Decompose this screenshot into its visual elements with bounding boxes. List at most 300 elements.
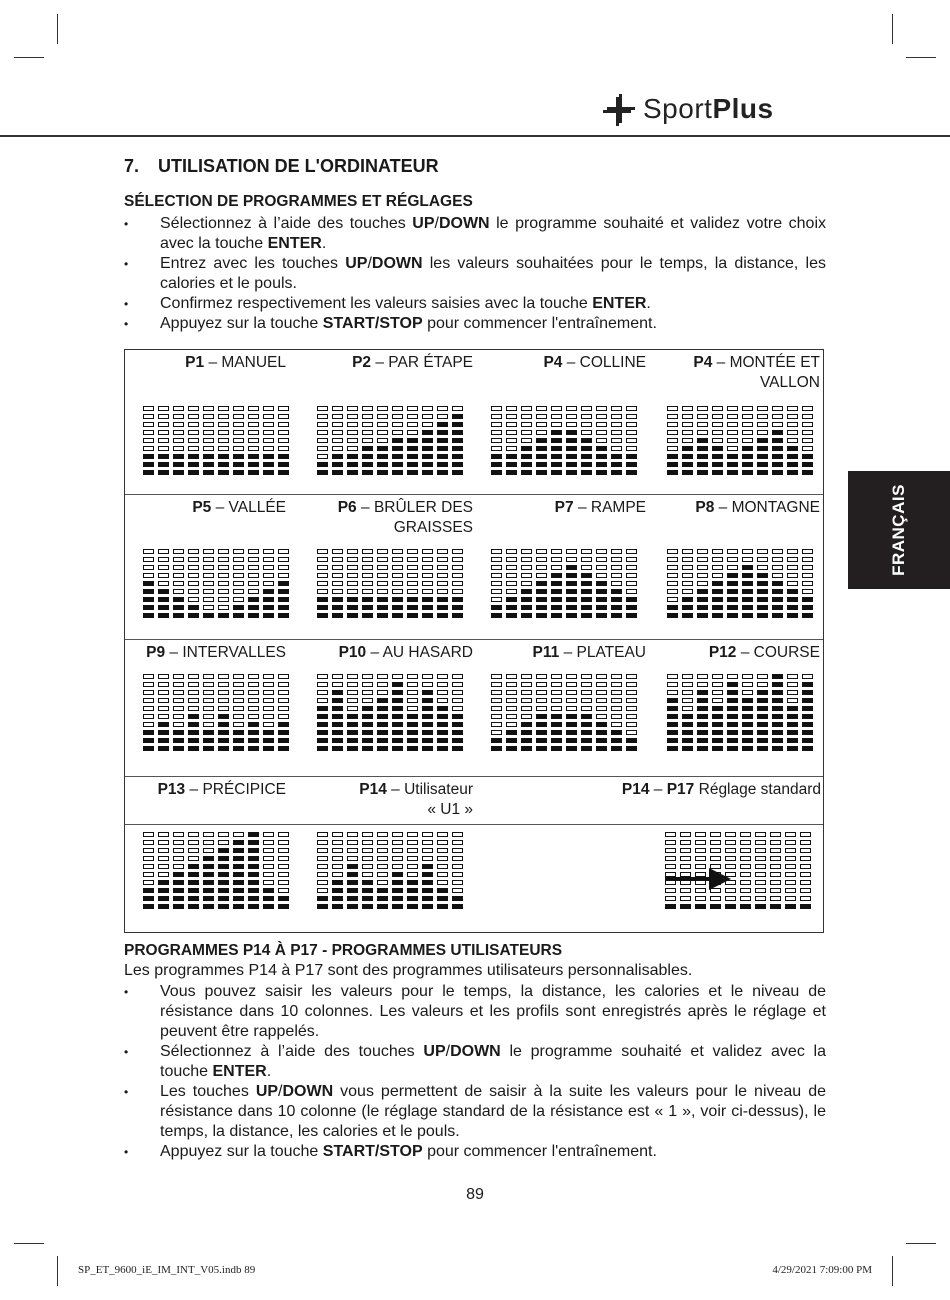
profile-cell-filled (667, 454, 678, 459)
profile-cell-filled (188, 605, 199, 610)
crop-mark (57, 1256, 58, 1286)
profile-cell-empty (332, 549, 343, 554)
profile-cell-filled (377, 746, 388, 751)
profile-cell-filled (802, 597, 813, 602)
profile-cell-empty (248, 565, 259, 570)
profile-cell-empty (392, 832, 403, 837)
profile-cell-empty (787, 557, 798, 562)
profile-cell-empty (551, 406, 562, 411)
profile-cell-filled (392, 462, 403, 467)
label-dash: – (189, 781, 199, 798)
profile-cell-empty (233, 722, 244, 727)
label-dash: – (716, 354, 726, 371)
profile-cell-empty (263, 674, 274, 679)
profile-cell-filled (596, 746, 607, 751)
profile-cell-filled (727, 597, 738, 602)
profile-cell-filled (506, 454, 517, 459)
profile-cell-filled (757, 738, 768, 743)
profile-cell-filled (362, 605, 373, 610)
profile-cell-empty (437, 573, 448, 578)
profile-cell-filled (712, 722, 723, 727)
profile-cell-empty (158, 706, 169, 711)
profile-cell-filled (248, 462, 259, 467)
profile-cell-empty (740, 832, 751, 837)
profile-cell-empty (188, 848, 199, 853)
profile-cell-filled (581, 446, 592, 451)
profile-cell-empty (158, 848, 169, 853)
resistance-profile-grid (667, 406, 813, 475)
profile-cell-empty (263, 698, 274, 703)
program-code: P14 (359, 781, 387, 798)
profile-cell-filled (452, 730, 463, 735)
bullet-text: / (445, 1043, 451, 1060)
profile-cell-filled (712, 446, 723, 451)
profile-cell-empty (377, 880, 388, 885)
profile-cell-empty (596, 438, 607, 443)
profile-cell-empty (491, 714, 502, 719)
profile-cell-empty (437, 872, 448, 877)
profile-cell-filled (332, 706, 343, 711)
program-label-p4 (543, 353, 646, 373)
profile-cell-empty (770, 864, 781, 869)
profile-cell-empty (697, 406, 708, 411)
profile-cell-empty (452, 864, 463, 869)
profile-cell-empty (667, 422, 678, 427)
profile-cell-empty (596, 430, 607, 435)
profile-cell-filled (712, 730, 723, 735)
profile-cell-empty (787, 573, 798, 578)
profile-cell-filled (437, 714, 448, 719)
profile-cell-empty (332, 438, 343, 443)
profile-cell-filled (626, 746, 637, 751)
profile-cell-filled (422, 430, 433, 435)
profile-cell-empty (317, 565, 328, 570)
profile-cell-filled (377, 613, 388, 618)
profile-cell-empty (173, 832, 184, 837)
profile-cell-empty (802, 438, 813, 443)
profile-cell-filled (422, 746, 433, 751)
profile-cell-empty (452, 682, 463, 687)
profile-cell-filled (422, 706, 433, 711)
profile-cell-filled (506, 730, 517, 735)
profile-cell-filled (248, 746, 259, 751)
profile-cell-empty (551, 706, 562, 711)
profile-cell-empty (581, 406, 592, 411)
profile-cell-filled (263, 470, 274, 475)
profile-cell-filled (173, 888, 184, 893)
bullet-item (124, 1082, 826, 1142)
bullet-text: le programme souhaité et validez votre choix avec la touche (160, 215, 827, 252)
profile-cell-filled (667, 462, 678, 467)
profile-cell-filled (667, 730, 678, 735)
profile-cell-empty (596, 414, 607, 419)
label-dash: – (718, 499, 728, 516)
profile-cell-empty (800, 832, 811, 837)
profile-cell-filled (248, 470, 259, 475)
profile-cell-filled (203, 856, 214, 861)
profile-cell-filled (697, 589, 708, 594)
profile-cell-empty (611, 690, 622, 695)
profile-cell-empty (611, 549, 622, 554)
profile-cell-empty (506, 682, 517, 687)
profile-cell-filled (233, 738, 244, 743)
profile-cell-filled (392, 446, 403, 451)
program-code: P9 (146, 644, 166, 661)
profile-cell-filled (188, 470, 199, 475)
profile-cell-empty (770, 872, 781, 877)
profile-cell-filled (263, 730, 274, 735)
profile-cell-empty (787, 406, 798, 411)
profile-cell-filled (437, 597, 448, 602)
profile-cell-filled (611, 746, 622, 751)
profile-cell-filled (596, 738, 607, 743)
profile-cell-filled (757, 462, 768, 467)
resistance-profile-grid (317, 674, 463, 751)
profile-cell-filled (802, 698, 813, 703)
profile-cell-filled (742, 698, 753, 703)
profile-cell-filled (188, 730, 199, 735)
profile-cell-empty (362, 438, 373, 443)
profile-cell-empty (278, 856, 289, 861)
profile-cell-empty (682, 549, 693, 554)
profile-cell-empty (491, 581, 502, 586)
profile-cell-empty (667, 549, 678, 554)
profile-cell-empty (317, 549, 328, 554)
profile-cell-filled (802, 470, 813, 475)
profile-cell-empty (233, 674, 244, 679)
label-dash: – (361, 499, 370, 516)
profile-cell-empty (727, 549, 738, 554)
profile-cell-empty (667, 446, 678, 451)
profile-cell-empty (218, 674, 229, 679)
profile-cell-filled (551, 470, 562, 475)
profile-cell-empty (218, 430, 229, 435)
profile-cell-filled (158, 722, 169, 727)
program-code: P2 (352, 354, 372, 371)
profile-cell-empty (347, 549, 358, 554)
profile-cell-filled (757, 589, 768, 594)
profile-cell-empty (581, 690, 592, 695)
profile-cell-filled (667, 613, 678, 618)
profile-cell-filled (787, 605, 798, 610)
profile-cell-filled (581, 597, 592, 602)
profile-cell-empty (437, 848, 448, 853)
profile-cell-filled (772, 454, 783, 459)
profile-cell-empty (491, 446, 502, 451)
profile-cell-empty (491, 722, 502, 727)
profile-cell-empty (248, 446, 259, 451)
profile-cell-empty (377, 674, 388, 679)
profile-cell-empty (143, 832, 154, 837)
profile-cell-empty (742, 406, 753, 411)
program-name: PAR ÉTAPE (388, 354, 473, 371)
profile-cell-filled (263, 613, 274, 618)
profile-cell-empty (188, 557, 199, 562)
profile-cell-filled (727, 470, 738, 475)
profile-cell-empty (143, 557, 154, 562)
profile-cell-empty (626, 406, 637, 411)
profile-cell-empty (682, 690, 693, 695)
profile-cell-empty (437, 549, 448, 554)
profile-cell-filled (667, 714, 678, 719)
profile-cell-filled (787, 589, 798, 594)
profile-cell-filled (506, 613, 517, 618)
profile-cell-filled (742, 581, 753, 586)
profile-cell-empty (536, 565, 547, 570)
profile-cell-filled (347, 888, 358, 893)
label-dash: – (740, 644, 750, 661)
language-tab-label: FRANÇAIS (889, 484, 908, 576)
profile-cell-filled (377, 605, 388, 610)
profile-cell-filled (551, 722, 562, 727)
profile-cell-filled (317, 605, 328, 610)
profile-cell-filled (278, 605, 289, 610)
profile-cell-empty (158, 674, 169, 679)
profile-cell-empty (680, 848, 691, 853)
profile-cell-empty (392, 864, 403, 869)
profile-cell-empty (143, 714, 154, 719)
bullet-text: Vous pouvez saisir les valeurs pour le temps, la distance, les calories et le niveau de résistance dans 10 colonnes. Les valeurs et les profils sont enregistrés après le réglage et peuvent être rappelés. (160, 983, 826, 1040)
profile-cell-filled (173, 896, 184, 901)
profile-cell-empty (188, 856, 199, 861)
profile-cell-empty (626, 706, 637, 711)
profile-cell-filled (422, 738, 433, 743)
profile-cell-filled (772, 613, 783, 618)
profile-cell-filled (392, 613, 403, 618)
profile-cell-empty (188, 406, 199, 411)
profile-cell-empty (407, 690, 418, 695)
profile-cell-filled (407, 730, 418, 735)
profile-cell-filled (377, 698, 388, 703)
profile-cell-empty (317, 682, 328, 687)
profile-cell-filled (452, 613, 463, 618)
profile-cell-filled (332, 730, 343, 735)
profile-cell-filled (772, 674, 783, 679)
profile-cell-filled (682, 613, 693, 618)
key-name: START/STOP (322, 1143, 423, 1160)
profile-cell-empty (263, 446, 274, 451)
profile-cell-empty (158, 573, 169, 578)
profile-cell-filled (682, 746, 693, 751)
profile-cell-filled (772, 581, 783, 586)
profile-cell-empty (626, 589, 637, 594)
profile-cell-empty (536, 406, 547, 411)
program-label-p13 (158, 780, 286, 800)
bullet-text: . (646, 295, 651, 312)
profile-cell-filled (536, 581, 547, 586)
profile-cell-filled (362, 706, 373, 711)
profile-cell-filled (551, 605, 562, 610)
profile-cell-filled (407, 597, 418, 602)
profile-cell-filled (332, 698, 343, 703)
profile-cell-filled (317, 746, 328, 751)
profile-cell-empty (772, 573, 783, 578)
profile-cell-empty (392, 589, 403, 594)
profile-cell-filled (506, 597, 517, 602)
profile-cell-empty (233, 406, 244, 411)
profile-cell-filled (566, 722, 577, 727)
profile-cell-empty (332, 872, 343, 877)
profile-cell-empty (566, 690, 577, 695)
profile-cell-filled (422, 872, 433, 877)
profile-cell-filled (407, 888, 418, 893)
profile-cell-empty (697, 565, 708, 570)
profile-cell-empty (611, 722, 622, 727)
profile-cell-empty (173, 422, 184, 427)
profile-cell-filled (727, 454, 738, 459)
key-name: UP (423, 1043, 446, 1060)
profile-cell-empty (188, 573, 199, 578)
profile-cell-empty (710, 896, 721, 901)
resistance-profile-grid (667, 674, 813, 751)
program-name: INTERVALLES (182, 644, 286, 661)
profile-cell-filled (682, 446, 693, 451)
profile-cell-filled (712, 454, 723, 459)
profile-cell-filled (332, 605, 343, 610)
profile-cell-empty (712, 438, 723, 443)
profile-cell-empty (536, 430, 547, 435)
profile-cell-filled (392, 605, 403, 610)
profile-cell-filled (392, 896, 403, 901)
profile-cell-empty (802, 581, 813, 586)
profile-cell-empty (452, 549, 463, 554)
profile-cell-empty (667, 438, 678, 443)
profile-cell-empty (203, 557, 214, 562)
profile-cell-empty (158, 549, 169, 554)
profile-cell-empty (695, 832, 706, 837)
profile-cell-filled (667, 698, 678, 703)
profile-cell-filled (392, 872, 403, 877)
profile-cell-empty (218, 573, 229, 578)
profile-cell-filled (521, 470, 532, 475)
profile-cell-filled (407, 462, 418, 467)
profile-cell-empty (772, 414, 783, 419)
profile-cell-empty (278, 698, 289, 703)
profile-cell-empty (710, 832, 721, 837)
profile-cell-empty (422, 414, 433, 419)
profile-cell-filled (332, 896, 343, 901)
profile-cell-empty (392, 840, 403, 845)
profile-cell-filled (248, 896, 259, 901)
profile-cell-empty (203, 722, 214, 727)
profile-cell-empty (682, 438, 693, 443)
profile-cell-filled (233, 613, 244, 618)
section-number: 7. (124, 156, 140, 176)
profile-cell-filled (596, 470, 607, 475)
profile-cell-empty (725, 848, 736, 853)
profile-cell-empty (596, 714, 607, 719)
profile-cell-filled (377, 888, 388, 893)
profile-cell-filled (536, 589, 547, 594)
profile-cell-filled (536, 722, 547, 727)
profile-cell-empty (332, 832, 343, 837)
profile-cell-filled (787, 738, 798, 743)
profile-cell-filled (772, 462, 783, 467)
profile-cell-empty (422, 682, 433, 687)
profile-cell-empty (377, 856, 388, 861)
profile-cell-filled (596, 454, 607, 459)
profile-cell-filled (158, 904, 169, 909)
profile-cell-filled (407, 896, 418, 901)
profile-cell-empty (362, 840, 373, 845)
program-name-line2: GRAISSES (393, 519, 473, 536)
program-name: VALLÉE (228, 499, 286, 516)
profile-cell-filled (626, 605, 637, 610)
resistance-profile-grid (317, 549, 463, 618)
profile-cell-filled (551, 714, 562, 719)
profile-cell-empty (218, 690, 229, 695)
profile-cell-filled (742, 470, 753, 475)
profile-cell-filled (143, 462, 154, 467)
profile-cell-filled (802, 722, 813, 727)
profile-cell-empty (596, 706, 607, 711)
table-row-divider (125, 776, 823, 777)
profile-cell-empty (626, 714, 637, 719)
profile-cell-filled (377, 738, 388, 743)
profile-cell-empty (143, 706, 154, 711)
profile-cell-empty (392, 414, 403, 419)
profile-cell-empty (173, 840, 184, 845)
profile-cell-empty (452, 848, 463, 853)
profile-cell-empty (521, 549, 532, 554)
profile-cell-filled (263, 589, 274, 594)
preset-dash: – (653, 781, 663, 798)
profile-cell-empty (278, 422, 289, 427)
profile-cell-filled (362, 738, 373, 743)
profile-cell-filled (626, 470, 637, 475)
profile-cell-empty (787, 698, 798, 703)
profile-cell-empty (278, 549, 289, 554)
profile-cell-filled (248, 597, 259, 602)
profile-cell-filled (173, 730, 184, 735)
profile-cell-empty (785, 880, 796, 885)
profile-cell-filled (143, 470, 154, 475)
profile-cell-empty (173, 698, 184, 703)
profile-cell-empty (521, 406, 532, 411)
profile-cell-empty (332, 422, 343, 427)
profile-cell-filled (787, 446, 798, 451)
profile-cell-empty (667, 414, 678, 419)
profile-cell-empty (581, 430, 592, 435)
profile-cell-empty (143, 722, 154, 727)
profile-cell-empty (317, 573, 328, 578)
profile-cell-empty (377, 438, 388, 443)
profile-cell-filled (248, 840, 259, 845)
profile-cell-filled (682, 722, 693, 727)
profile-cell-filled (581, 714, 592, 719)
profile-cell-empty (665, 832, 676, 837)
profile-cell-empty (626, 549, 637, 554)
profile-cell-filled (491, 605, 502, 610)
profile-cell-filled (740, 904, 751, 909)
profile-cell-filled (452, 422, 463, 427)
profile-cell-empty (740, 872, 751, 877)
profile-cell-empty (611, 706, 622, 711)
profile-cell-filled (203, 470, 214, 475)
profile-cell-empty (680, 856, 691, 861)
profile-cell-empty (452, 674, 463, 679)
profile-cell-empty (770, 840, 781, 845)
profile-cell-empty (551, 549, 562, 554)
profile-cell-empty (248, 430, 259, 435)
profile-cell-empty (263, 557, 274, 562)
profile-cell-empty (173, 848, 184, 853)
profile-cell-filled (787, 730, 798, 735)
bullet-text: Sélectionnez à l’aide des touches (160, 215, 413, 232)
profile-cell-filled (551, 730, 562, 735)
profile-cell-empty (712, 573, 723, 578)
profile-cell-empty (755, 872, 766, 877)
